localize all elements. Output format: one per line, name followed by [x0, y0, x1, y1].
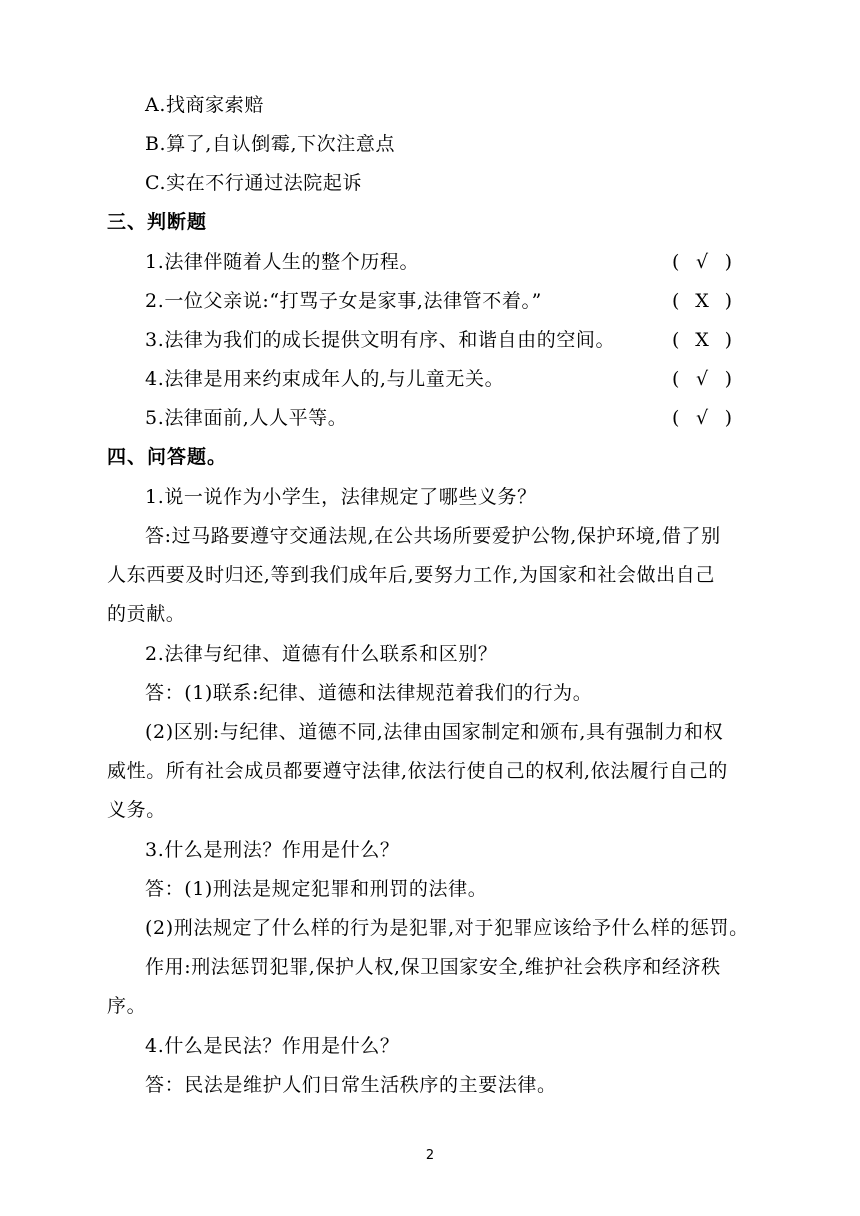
option-c: C.实在不行通过法院起诉	[145, 172, 363, 194]
tf-answer-2: ( X )	[672, 290, 732, 312]
tf-answer-1: ( √ )	[672, 251, 732, 273]
answer-2-line-2: (2)区别:与纪律、道德不同,法律由国家制定和颁布,具有强制力和权	[145, 721, 724, 743]
tf-item-3: 3.法律为我们的成长提供文明有序、和谐自由的空间。	[145, 329, 616, 351]
answer-3-line-4: 序。	[107, 995, 147, 1017]
section-heading-true-false: 三、判断题	[107, 211, 208, 233]
answer-mark: √	[695, 251, 709, 273]
tf-answer-5: ( √ )	[672, 407, 732, 429]
answer-3-line-3: 作用:刑法惩罚犯罪,保护人权,保卫国家安全,维护社会秩序和经济秩	[145, 956, 721, 978]
answer-1-line-2: 人东西要及时归还,等到我们成年后,要努力工作,为国家和社会做出自己	[107, 564, 715, 586]
tf-item-2: 2.一位父亲说:“打骂子女是家事,法律管不着。”	[145, 290, 542, 312]
question-2: 2.法律与纪律、道德有什么联系和区别？	[145, 643, 498, 665]
tf-item-1: 1.法律伴随着人生的整个历程。	[145, 251, 420, 273]
answer-2-line-3: 威性。所有社会成员都要遵守法律,依法行使自己的权利,依法履行自己的	[107, 760, 728, 782]
option-b: B.算了,自认倒霉,下次注意点	[145, 133, 396, 155]
tf-item-5: 5.法律面前,人人平等。	[145, 407, 348, 429]
answer-mark: X	[695, 329, 709, 351]
page-number: 2	[425, 1148, 435, 1163]
answer-mark: X	[695, 290, 709, 312]
answer-3-line-1: 答：(1)刑法是规定犯罪和刑罚的法律。	[145, 878, 488, 900]
answer-2-line-4: 义务。	[107, 799, 166, 821]
section-heading-qa: 四、问答题。	[107, 446, 228, 468]
option-a: A.找商家索赔	[145, 94, 264, 116]
answer-mark: √	[695, 368, 709, 390]
question-4: 4.什么是民法？作用是什么？	[145, 1035, 400, 1057]
question-1: 1.说一说作为小学生，法律规定了哪些义务？	[145, 486, 537, 508]
tf-item-4: 4.法律是用来约束成年人的,与儿童无关。	[145, 368, 505, 390]
answer-1-line-3: 的贡献。	[107, 603, 186, 625]
question-3: 3.什么是刑法？作用是什么？	[145, 839, 400, 861]
answer-2-line-1: 答：(1)联系:纪律、道德和法律规范着我们的行为。	[145, 682, 593, 704]
answer-3-line-2: (2)刑法规定了什么样的行为是犯罪,对于犯罪应该给予什么样的惩罚。	[145, 917, 749, 939]
tf-answer-3: ( X )	[672, 329, 732, 351]
tf-answer-4: ( √ )	[672, 368, 732, 390]
answer-4-line-1: 答：民法是维护人们日常生活秩序的主要法律。	[145, 1074, 557, 1096]
answer-mark: √	[695, 407, 709, 429]
answer-1-line-1: 答:过马路要遵守交通法规,在公共场所要爱护公物,保护环境,借了别	[145, 525, 721, 547]
